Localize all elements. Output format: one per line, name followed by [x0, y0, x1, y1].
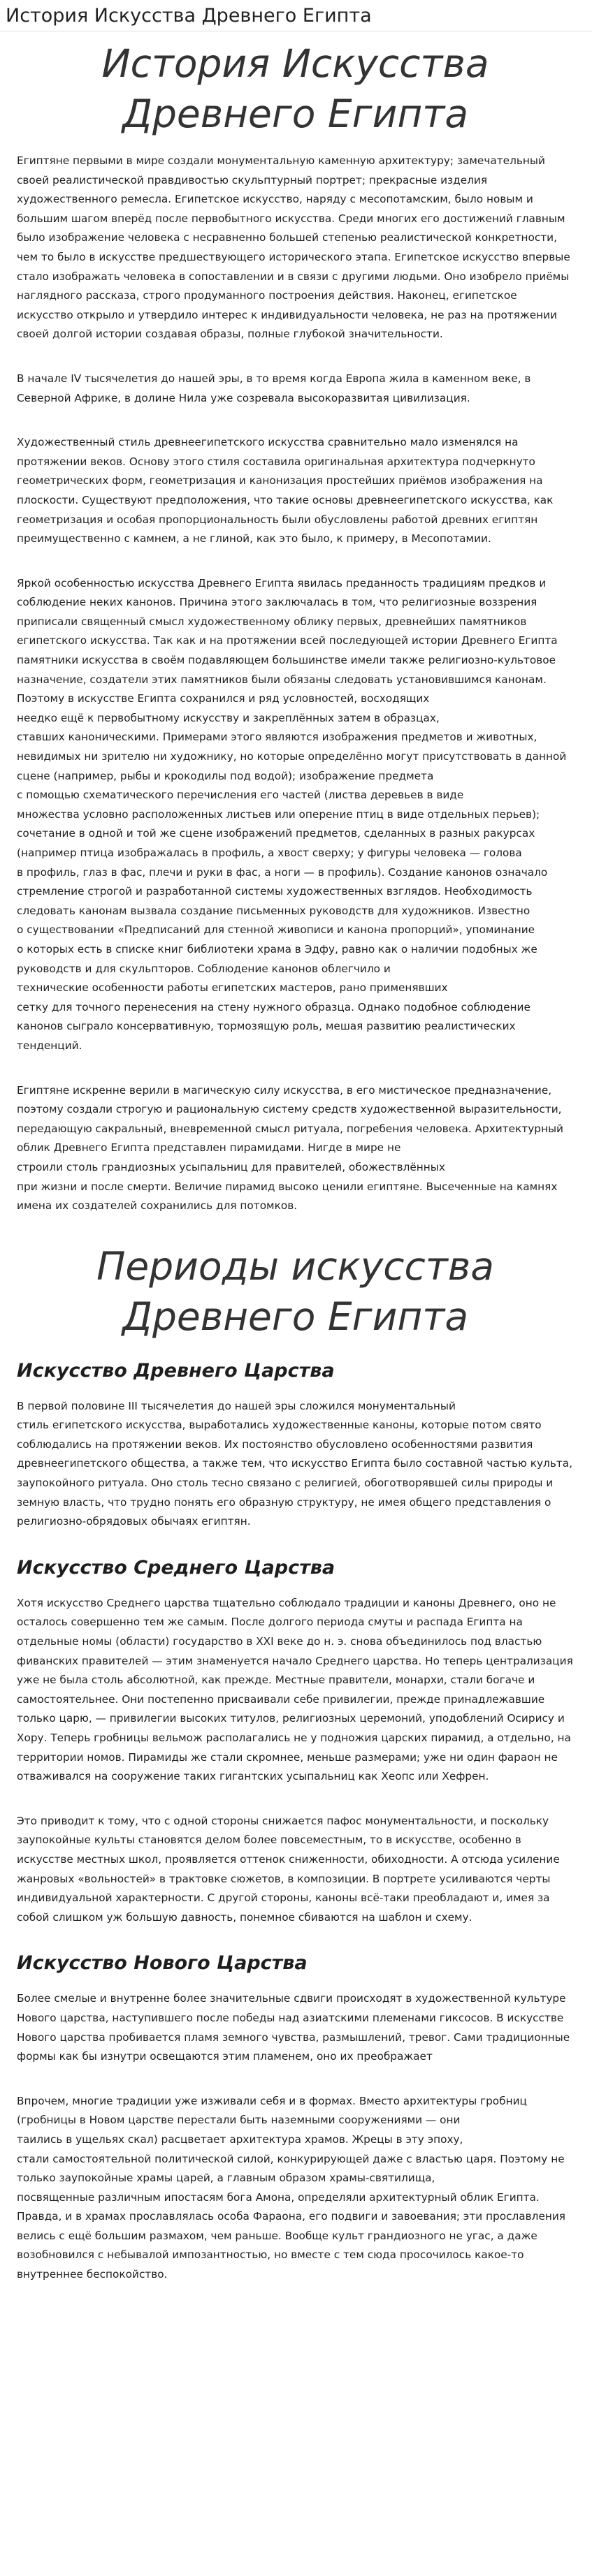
new-kingdom-paragraph-1: Более смелые и внутренне более значительные сдвиги происходят в художественной культуре Нового царства, наступившего после победы над азиатскими племенами гиксосов. В искусстве Нового царства пробивается пламя земного чувства, размышлений, тревог. Сами традиционные формы как бы изнутри освещаются этим пламенем, оно их преображает [17, 1992, 570, 2063]
periods-title: Периоды искусства Древнего Египта [96, 1243, 494, 1339]
section-heading-middle-kingdom: Искусство Среднего Царства [17, 1556, 335, 1579]
article [0, 38, 592, 2285]
header-title: История Искусства Древнего Египта [6, 4, 372, 27]
intro-paragraph-5: Египтяне искренне верили в магическую силу искусства, в его мистическое предназначение, поэтому создали строгую и рациональную систему средств художественной выразительности, передающую сакральный, вневременной смысл ритуала, погребения человека. Архитектурный облик Древнего Египта представлен пирамидами. Нигде в мире не строили столь грандиозных усыпальниц для правителей, обожествлённых при жизни и после смерти. Величие пирамид высоко ценили египтяне. Высеченные на камнях имена их создателей сохранились для потомков. [17, 1083, 563, 1213]
middle-kingdom-paragraph-2: Это приводит к тому, что с одной стороны снижается пафос монументальности, и поскольку заупокойные культы становятся делом более повсеместным, то в искусстве, особенно в искусстве местных школ, проявляется оттенок сниженности, обиходности. А отсюда усиление жанровых «вольностей» в трактовке сюжетов, в композиции. В портрете усиливаются черты индивидуальной характерности. С другой стороны, каноны всё-таки преобладают и, имея за собой слишком уж большую давность, понемное сбиваются на шаблон и схему. [17, 1814, 560, 1924]
article-title: История Искусства Древнего Египта [101, 41, 489, 136]
section-heading-old-kingdom: Искусство Древнего Царства [17, 1359, 335, 1382]
intro-paragraph-4: Яркой особенностью искусства Древнего Египта явилась преданность традициям предков и соблюдение неких канонов. Причина этого заключалась в том, что религиозные воззрения приписали священный смысл художественному облику первых, древнейших памятников египетского искусства. Так как и на протяжении всей последующей истории Древнего Египта памятники искусства в своём подавляющем большинстве имели также религиозно-культовое назначение, создатели этих памятников были обязаны следовать установившимся канонам. Поэтому в искусстве Египта сохранился и ряд условностей, восходящих неедко ещё к первобытному искусству и закреплённых затем в образцах, ставших каноническими. Примерами этого являются изображения предметов и животных, невидимых ни зрителю ни художнику, но которые определённо могут присутствовать в данной сцене (например, рыбы и крокодилы под водой); изображение предмета с помощью схематического перечисления его частей (листва деревьев в виде множества условно расположенных листьев или оперение птиц в виде отдельных перьев); сочетание в одной и той же сцене изображений предметов, сделанных в разных ракурсах (например птица изображалась в профиль, а хвост сверху; у фигуры человека — голова в профиль, глаз в фас, плечи и руки в фас, а ноги — в профиль). Создание канонов означало стремление строгой и разработанной системы художественных взглядов. Необходимость следовать канонам вызвала создание письменных руководств для художников. Известно о существовании «Предписаний для стенной живописи и канона пропорций», упоминание о которых есть в списке книг библиотеки храма в Эдфу, равно как о наличии подобных же руководств и для скульпторов. Соблюдение канонов облегчило и технические особенности работы египетских мастеров, рано применявших сетку для точного перенесения на стену нужного образца. Однако подобное соблюдение канонов сыграло консервативную, тормозящую роль, мешая развитию реалистических тенденций. [17, 576, 567, 1052]
page-header [0, 0, 592, 31]
intro-paragraph-3: Художественный стиль древнеегипетского искусства сравнительно мало изменялся на протяжении веков. Основу этого стиля составила оригинальная архитектура подчеркнуто геометрических форм, геометризация и канонизация простейших приёмов изображения на плоскости. Существуют предположения, что такие основы древнеегипетского искусства, как геометризация и особая пропорциональность были обусловлены работой древних египтян преимущественно с камнем, а не глиной, как это было, к примеру, в Месопотамии. [17, 436, 554, 546]
intro-paragraph-2: В начале IV тысячелетия до нашей эры, в то время когда Европа жила в каменном веке, в Северной Африке, в долине Нила уже созревала высокоразвитая цивилизация. [17, 372, 531, 404]
section-heading-new-kingdom: Искусство Нового Царства [17, 1952, 308, 1975]
new-kingdom-paragraph-2: Впрочем, многие традиции уже изживали себя и в формах. Вместо архитектуры гробниц (гробницы в Новом царстве перестали быть наземными сооружениями — они таились в ущельях скал) расцветает архитектура храмов. Жрецы в эту эпоху, стали самостоятельной политической силой, конкурирующей даже с властью царя. Поэтому не только заупокойные храмы царей, а главным образом храмы-святилища, посвященные различным ипостасям бога Амона, определяли архитектурный облик Египта. Правда, и в храмах прославлялась особа Фараона, его подвиги и завоевания; эти прославления велись с ещё большим размахом, чем раньше. Вообще культ грандиозного не угас, а даже возобновился с небывалой импозантностью, но вместе с тем сюда просочилось какое-то внутреннее беспокойство. [17, 2094, 566, 2281]
middle-kingdom-paragraph-1: Хотя искусство Среднего царства тщательно соблюдало традиции и каноны Древнего, оно не осталось совершенно тем же самым. После долгого периода смуты и распада Египта на отдельные номы (области) государство в XXI веке до н. э. снова объединилось под властью фиванских правителей — этим знаменуется начало Среднего царства. Но теперь централизация уже не была столь абсолютной, как прежде. Местные правители, монархи, стали богаче и самостоятельнее. Они постепенно присваивали себе привилегии, прежде принадлежавшие только царю, — привилегии высоких титулов, религиозных церемоний, уподоблений Осирису и Хору. Теперь гробницы вельмож располагались не у подножия царских пирамид, а отдельно, на территории номов. Пирамиды же стали скромнее, меньше размерами; уже ни один фараон не отваживался на сооружение таких гигантских усыпальниц как Хеопс или Хефрен. [17, 1596, 573, 1783]
old-kingdom-paragraph-1: В первой половине III тысячелетия до нашей эры сложился монументальный стиль египетского искусства, выработались художественные каноны, которые потом свято соблюдались на протяжении веков. Их постоянство обусловлено особенностями развития древнеегипетского общества, а также тем, что искусство Египта было составной частью культа, заупокойного ритуала. Оно столь тесно связано с религией, обоготворявшей силы природы и земную власть, что трудно понять его образную структуру, не имея общего представления о религиозно-обрядовых обычаях египтян. [17, 1399, 572, 1528]
intro-paragraph-1: Египтяне первыми в мире создали монументальную каменную архитектуру; замечательный своей реалистической правдивостью скульптурный портрет; прекрасные изделия художественного ремесла. Египетское искусство, наряду с месопотамским, было новым и большим шагом вперёд после первобытного искусства. Среди многих его достижений главным было изображение человека с несравненно большей степенью реалистической конкретности, чем то было в искусстве предшествующего исторического этапа. Египетское искусство впервые стало изображать человека в сопоставлении и в связи с другими людьми. Оно изобрело приёмы наглядного рассказа, строго продуманного построения действия. Наконец, египетское искусство открыло и утвердило интерес к индивидуальности человека, не раз на протяжении своей долгой истории создавая образы, полные глубокой значительности. [17, 154, 570, 341]
